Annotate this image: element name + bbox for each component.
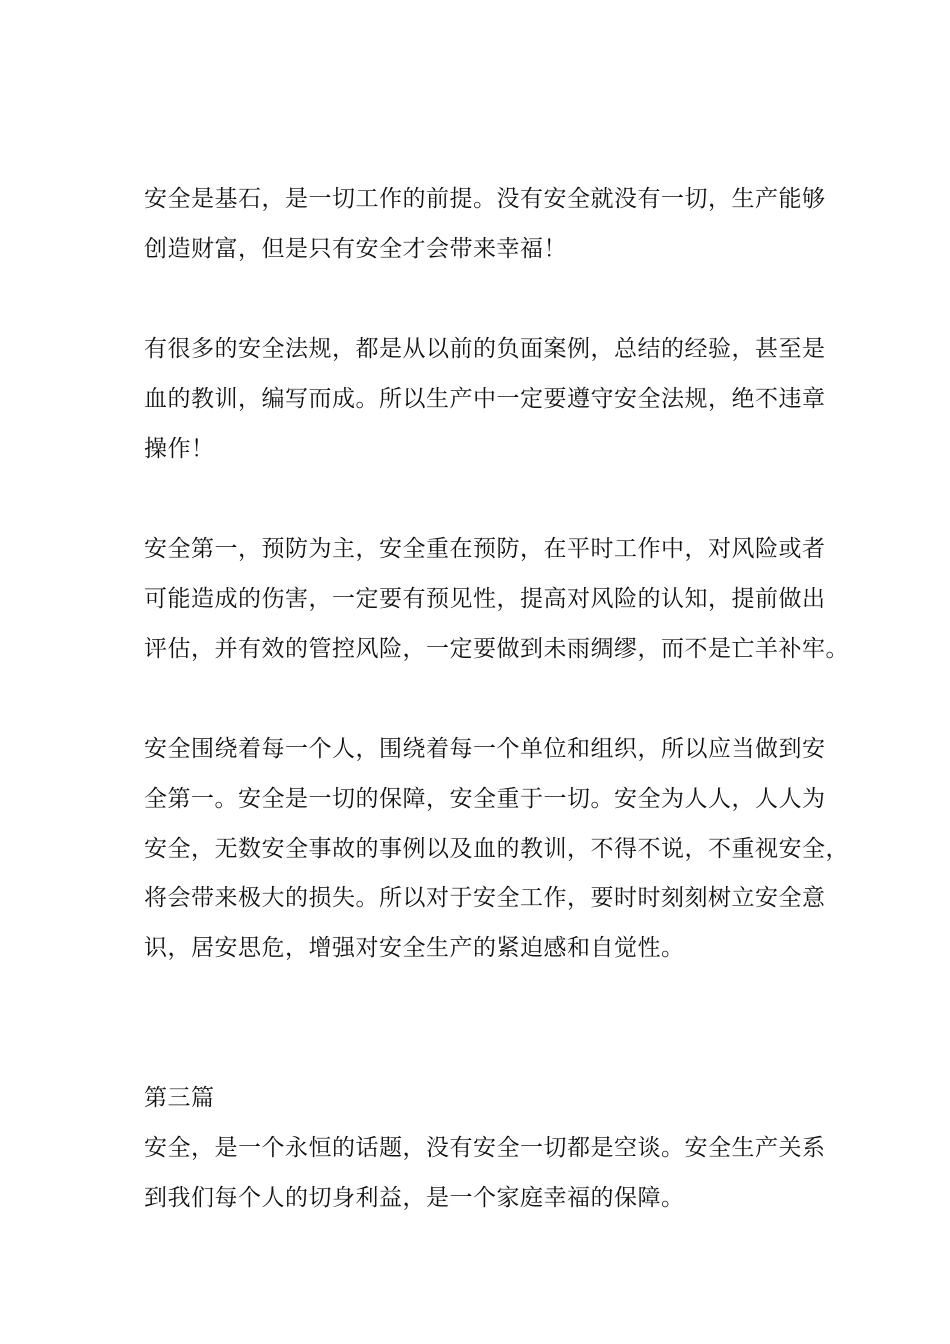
- paragraph-2-line-1: 有很多的安全法规，都是从以前的负面案例，总结的经验，甚至是: [144, 336, 826, 362]
- paragraph-3-line-3: 评估，并有效的管控风险，一定要做到未雨绸缪，而不是亡羊补牢。: [144, 636, 849, 662]
- section-line-1: 安全，是一个永恒的话题，没有安全一切都是空谈。安全生产关系: [144, 1135, 826, 1161]
- section-heading: 第三篇: [144, 1085, 215, 1111]
- paragraph-1-line-2: 创造财富，但是只有安全才会带来幸福！: [144, 236, 567, 262]
- paragraph-4-line-1: 安全围绕着每一个人，围绕着每一个单位和组织，所以应当做到安: [144, 736, 826, 762]
- paragraph-2-line-3: 操作！: [144, 436, 215, 462]
- section-line-2: 到我们每个人的切身利益，是一个家庭幸福的保障。: [144, 1185, 685, 1211]
- paragraph-4-line-4: 将会带来极大的损失。所以对于安全工作，要时时刻刻树立安全意: [144, 885, 826, 911]
- paragraph-2-line-2: 血的教训，编写而成。所以生产中一定要遵守安全法规，绝不违章: [144, 386, 826, 412]
- paragraph-1-line-1: 安全是基石，是一切工作的前提。没有安全就没有一切，生产能够: [144, 186, 826, 212]
- paragraph-3-line-1: 安全第一，预防为主，安全重在预防，在平时工作中，对风险或者: [144, 536, 826, 562]
- paragraph-4-line-2: 全第一。安全是一切的保障，安全重于一切。安全为人人，人人为: [144, 786, 826, 812]
- paragraph-4-line-5: 识，居安思危，增强对安全生产的紧迫感和自觉性。: [144, 935, 685, 961]
- paragraph-3-line-2: 可能造成的伤害，一定要有预见性，提高对风险的认知，提前做出: [144, 586, 826, 612]
- paragraph-4-line-3: 安全，无数安全事故的事例以及血的教训，不得不说，不重视安全，: [144, 836, 849, 862]
